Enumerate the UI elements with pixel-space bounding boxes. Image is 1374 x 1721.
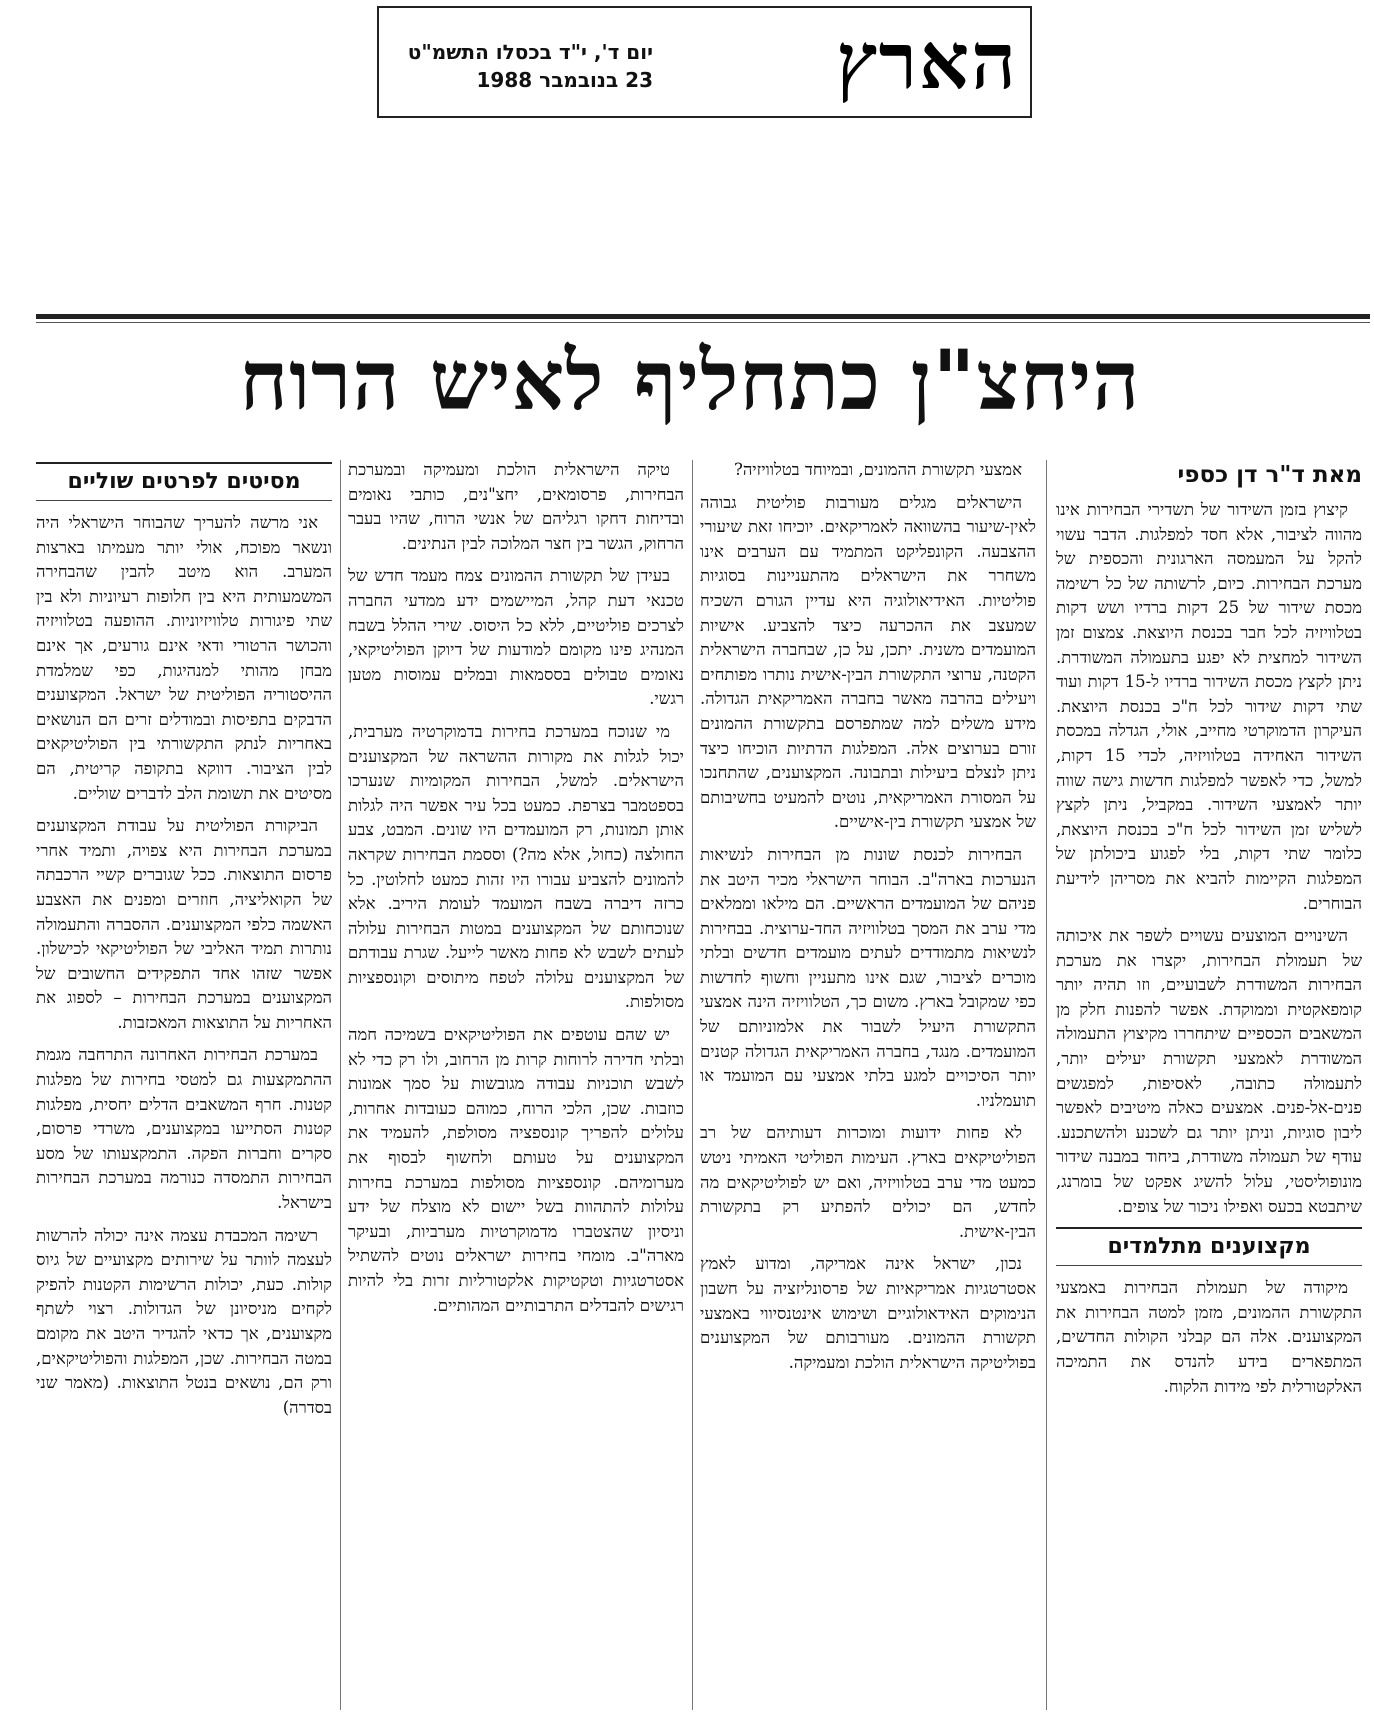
column-divider <box>340 460 341 1710</box>
column-divider <box>1046 460 1047 1710</box>
paragraph: טיקה הישראלית הולכת ומעמיקה ובמערכת הבחירות, פרסומאים, יחצ"נים, כותבי נאומים ובדיחות דחקו רגליהם של אנשי הרוח, שהיו בעבר הרחוק, הגשר בין חצר המלוכה לבין הנתינים. <box>348 460 684 553</box>
newspaper-logo: הארץ <box>836 16 1018 107</box>
subhead-marginal-details: מסיטים לפרטים שוליים <box>36 462 332 501</box>
article-byline: מאת ד"ר דן כספי <box>1177 462 1362 488</box>
paragraph: במערכת הבחירות האחרונה התרחבה מגמת ההתמקצעות גם למטסי בחירות של מפלגות קטנות. חרף המשאבים הדלים יחסית, מפלגות קטנות הסתייעו במקצוענים, משרדי פרסום, סקרים וחברות הפקה. התמקצעותו של מסע הבחירות התמסדה כנורמה במערכת הבחירות בישראל. <box>36 1045 332 1213</box>
paragraph: אמצעי תקשורת ההמונים, ובמיוחד בטלוויזיה? <box>733 460 1022 479</box>
masthead-date <box>403 38 653 94</box>
paragraph: הביקורת הפוליטית על עבודת המקצוענים במערכת הבחירות היא צפויה, ותמיד אחרי פרסום התוצאות. ככל שגוברים קשיי הרכבתה של הקואליציה, חוזרים ומפנים את האצבע האשמה כלפי המקצוענים. ההסברה והתעמולה נותרות תמיד האליבי של הפוליטיקאי לכישלון. אפשר שזהו אחד התפקידים החשובים של המקצוענים במערכת הבחירות – לספוג את האחריות על התוצאות המאכזבות. <box>36 816 332 1032</box>
subhead-professionals: מקצוענים מתלמדים <box>1056 1227 1362 1266</box>
paragraph: בעידן של תקשורת ההמונים צמח מעמד חדש של טכנאי דעת קהל, המיישמים ידע ממדעי החברה לצרכים פוליטיים, ללא כל היסוס. שירי ההלל בשבח המנהיג פינו מקומם למודעות של דיוקן הפוליטיקאי, נאומים טבולים בססמאות ובמלים עמוסות מטען רגשי. <box>348 566 684 709</box>
date-hebrew: יום ד', י"ד בכסלו התשמ"ט <box>407 40 653 64</box>
article-column-4 <box>36 458 332 1716</box>
paragraph: לא פחות ידועות ומוכרות דעותיהם של רב הפוליטיקאים בארץ. העימות הפוליטי האמיתי ניטש כמעט מדי ערב בטלוויזיה, ואם יש לפוליטיקאים מה לחדש, הם יכולים להפתיע רק בתקשורת הבין-אישית. <box>700 1123 1036 1241</box>
paragraph: נכון, ישראל אינה אמריקה, ומדוע לאמץ אסטרטגיות אמריקאיות של פרסונליזציה על חשבון הנימוקים האידאולוגיים ושימוש אינטנסיווי באמצעי תקשורת ההמונים. מעורבותם של המקצוענים בפוליטיקה הישראלית הולכת ומעמיקה. <box>700 1254 1036 1372</box>
paragraph: הישראלים מגלים מעורבות פוליטית גבוהה לאין-שיעור בהשוואה לאמריקאים. יוכיחו זאת שיעורי ההצבעה. הקונפליקט המתמיד עם הערבים אינו משחרר את הישראלים מהתעניינות בסוגיות פוליטיות. האידיאולוגיה היא עדיין הגורם השכיח שמעצב את ההכרעה כיצד להצביע. אישיות המועמדים משנית. יתכן, על כן, שבחברה הישראלית הקטנה, ערוצי התקשורת הבין-אישית נותרו מפותחים ויעילים בהרבה מאשר בחברה האמריקאית הגדולה. מידע משלים למה שמתפרסם בתקשורת ההמונים זורם בערוצים אלה. המפלגות הדתיות הוכיחו כיצד ניתן לנצלם ביעילות ובתבונה. המקצוענים, שהתחנכו על המסורת האמריקאית, נוטים להמעיט בחשיבותם של אמצעי תקשורת בין-אישיים. <box>700 492 1036 832</box>
paragraph: השינויים המוצעים עשויים לשפר את איכותה של תעמולת הבחירות, יקצרו את מערכת הבחירות המשודרת לשבועיים, וזו תהיה יותר קומפאקטית וממוקדת. אפשר להפנות חלק מן המשאבים הכספיים שיתחררו מקיצוץ התעמולה המשודרת לאמצעי תקשורת יעילים יותר, לתעמולה כתובה, לאסיפות, למפגשים פנים-אל-פנים. אמצעים כאלה מיטיבים לאפשר ליבון סוגיות, וניתן יותר גם לשכנע ולהשתכנע. עודף של תעמולה משודרת, ביחוד במבנה שידור מונופוליסטי, עלול להשיג אפקט של בומרנג, שיתבטא בכעס ואפילו ניכור של צופים. <box>1056 926 1362 1216</box>
date-gregorian: 23 בנובמבר 1988 <box>476 68 653 92</box>
article-column-2 <box>700 458 1036 1716</box>
paragraph: קיצוץ בזמן השידור של תשדירי הבחירות אינו מהווה לציבור, אלא חסד למפלגות. הדבר עשוי להקל על המעמסה הארגונית והכספית של מערכת הבחירות. כיום, לרשותה של כל רשימה מכסת שידור של 25 דקות ברדיו ושש דקות בטלוויזיה לכל חבר בכנסת היוצאת. צמצום זמן השידור למחצית לא יפגע בתעמולה המשודרת. ניתן לקצץ מכסת השידור ברדיו ל-15 דקות ועוד שתי דקות שידור לכל ח"כ בכנסת היוצאת. העיקרון הדמוקרטי מחייב, אולי, הגדלה במכסת השידור האחידה בטלוויזיה, לכדי 15 דקות, למשל, כדי לאפשר למפלגות חדשות גישה שווה יותר לאמצעי השידור. במקביל, ניתן לקצץ לשליש זמן השידור לכל ח"כ בכנסת היוצאת, כלומר שתי דקות, בלי לפגוע ביכולתן של המפלגות הקיימות להביא את מסריהן לידיעת הבוחרים. <box>1056 500 1362 913</box>
paragraph: אני מרשה להעריך שהבוחר הישראלי היה ונשאר מפוכח, אולי יותר מעמיתו בארצות המערב. הוא מיטב להבין שהבחירה המשמעותית היא בין חלופות רעיוניות ולא בין שתי פיגורות טלוויזיוניות. ההופעה בטלוויזיה והכושר הרטורי ודאי אינם גורעים, אך אינם מבחן מהותי למנהיגות, כפי שמלמדת ההיסטוריה הפוליטית של ישראל. המקצוענים הדבקים בתפיסות ובמודלים זרים הם הנושאים באחריות לנתק התקשורתי בין הפוליטיקאים לבין הציבור. דווקא בתקופה קריטית, הם מסיטים את תשומת הלב לדברים שוליים. <box>36 513 332 803</box>
top-rule-thin <box>36 322 1370 323</box>
column-divider <box>692 460 693 1710</box>
paragraph: יש שהם עוטפים את הפוליטיקאים בשמיכה חמה ובלתי חדירה לרוחות קרות מן הרחוב, ולו רק כדי לא לשבש תוכניות עבודה מגובשות על סמך אמונות כוזבות. שכן, הלכי הרוח, כמוהם כעובדות אחרות, עלולים להפריך קונספציה מסולפת, להעמיד את המקצוענים על טעותם ולחשוף לבסוף את מערומיהם. קונספציות מסולפות במערכת בחירות עלולות להתהוות בשל יישום לא מוצלח של ידע וניסיון שהצטברו מדמוקרטיות מערביות, ובעיקר מארה"ב. מומחי בחירות ישראלים נוטים להשתיל אסטרטגיות וטקטיקות אלקטורליות זרות בלי להיות רגישים להבדלים התרבותיים המהותיים. <box>348 1025 684 1315</box>
paragraph: רשימה המכבדת עצמה אינה יכולה להרשות לעצמה לוותר על שירותים מקצועיים של גיוס קולות. כעת, יכולות הרשימות הקטנות להפיק לקחים מניסיונן של הגדולות. רצוי לשתף מקצוענים, אך כדאי להגדיר היטב את מקומם במטה הבחירות. שכן, המפלגות והפוליטיקאים, ורק הם, נושאים בנטל התוצאות. (מאמר שני בסדרה) <box>36 1225 332 1417</box>
paragraph: הבחירות לכנסת שונות מן הבחירות לנשיאות הנערכות בארה"ב. הבוחר הישראלי מכיר היטב את פניהם של המועמדים הראשיים. הם מילאו וממלאים מדי ערב את המסך בטלוויזיה החד-ערוצית. בבחירות לנשיאות מתמודדים לעתים מועמדים חדשים ובלתי מוכרים לציבור, שגם אינו מתעניין וחשוף לחדשות כפי שמקובל בארץ. משום כך, הטלוויזיה הינה אמצעי התקשורת היעיל לשבור את אלמוניותם של המועמדים. מנגד, בחברה האמריקאית הגדולה קטנים יותר הסיכויים למגע בלתי אמצעי עם המועמד או תועמלניו. <box>700 844 1036 1110</box>
top-rule <box>36 314 1370 319</box>
article-column-3 <box>348 458 684 1716</box>
article-column-1 <box>1056 458 1362 1716</box>
paragraph: מיקודה של תעמולת הבחירות באמצעי התקשורת ההמונים, מזמן למטה הבחירות את המקצוענים. אלה הם קבלני הקולות החדשים, המתפארים בידע להנדס את התמיכה האלקטורלית לפי מידות הלקוח. <box>1056 1278 1362 1396</box>
article-headline: היחצ"ן כתחליף לאיש הרוח <box>239 333 1141 429</box>
paragraph: מי שנוכח במערכת בחירות בדמוקרטיה מערבית, יכול לגלות את מקורות ההשראה של המקצוענים הישראלים. למשל, הבחירות המקומיות שנערכו בספטמבר בצרפת. כמעט בכל עיר אפשר היה לגלות אותן תמונות, רק המועמדים היו שונים. המבט, צבע החולצה (כחול, אלא מה?) וססמת הבחירות שקראה להמונים להצביע עבורו היו זהות כמעט לחלוטין. כל כרזה דיברה בשבח המועמד לעומת היריב. אלא שנוכחותם של המקצוענים במטות הבחירות עלולה לעתים לשבש לא פחות מאשר לייעל. שגרת עבודתם של המקצוענים עלולה לטפח מיתוסים וקונספציות מסולפות. <box>348 721 684 1012</box>
masthead-box <box>377 6 1032 118</box>
